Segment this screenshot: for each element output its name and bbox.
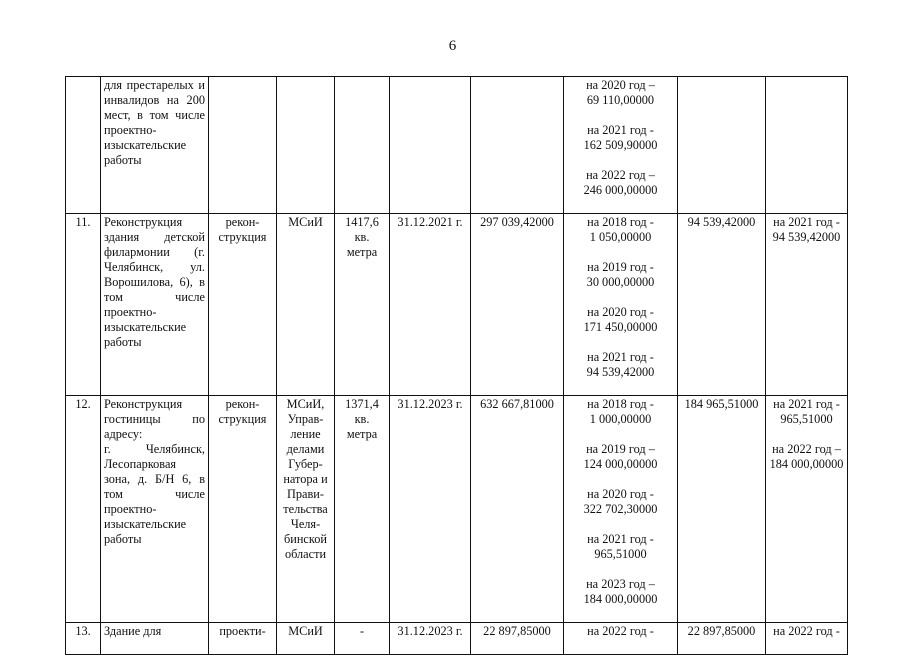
customer-line: бинской [284, 532, 327, 546]
cell-number [66, 77, 101, 214]
funding-entry-line: на 2018 год - [587, 215, 654, 229]
capacity-line: 1371,4 [345, 397, 379, 411]
cell-number: 13. [66, 623, 101, 655]
planned-entry [769, 442, 844, 472]
cell-deadline: 31.12.2023 г. [390, 623, 471, 655]
customer-line: Управ- [287, 412, 324, 426]
funding-entry-line: на 2018 год - [587, 397, 654, 411]
funding-entry-line: 162 509,90000 [583, 138, 658, 152]
cell-estimated-cost: 297 039,42000 [471, 214, 564, 396]
work-type-line: рекон- [225, 215, 260, 229]
cell-work-type [209, 396, 277, 623]
funding-entry-line: 30 000,00000 [586, 275, 655, 289]
funding-entry-line: на 2021 год - [587, 532, 654, 546]
cell-funding-by-year [564, 396, 678, 623]
funding-entry-line: 124 000,00000 [583, 457, 658, 471]
customer-line: делами [286, 442, 325, 456]
funding-entry-line: 965,51000 [594, 547, 647, 561]
work-type-line: струкция [218, 230, 267, 244]
cell-capacity [335, 77, 390, 214]
cell-funding-by-year [564, 214, 678, 396]
cell-estimated-cost: 632 667,81000 [471, 396, 564, 623]
funding-entry [567, 123, 674, 153]
table-row [66, 77, 848, 214]
funding-entry-line: 246 000,00000 [583, 183, 658, 197]
customer-line: ление [290, 427, 321, 441]
cell-deadline: 31.12.2023 г. [390, 396, 471, 623]
funding-entry-line: на 2020 год – [586, 78, 655, 92]
cell-estimated-cost: 22 897,85000 [471, 623, 564, 655]
capacity-line: метра [346, 427, 378, 441]
funding-entry-line: на 2021 год - [587, 123, 654, 137]
planned-entry-line: 965,51000 [780, 412, 833, 426]
cell-deadline [390, 77, 471, 214]
customer-line: МСиИ, [286, 397, 325, 411]
funding-entry [567, 78, 674, 108]
funding-entry-line: на 2022 год – [586, 168, 655, 182]
cell-planned-funding [766, 214, 848, 396]
cell-remaining-cost: 22 897,85000 [678, 623, 766, 655]
cell-remaining-cost [678, 77, 766, 214]
cell-capacity [335, 214, 390, 396]
planned-entry [769, 397, 844, 427]
customer-line: МСиИ [288, 215, 323, 229]
table-row [66, 214, 848, 396]
table-row [66, 623, 848, 655]
customer-line: Прави- [287, 487, 324, 501]
object-name-text: для престарелых и инвалидов на 200 мест, в том числе проектно-изыскательские работы [104, 78, 205, 167]
funding-entry-line: 69 110,00000 [586, 93, 655, 107]
planned-entry-line: на 2021 год - [773, 215, 840, 229]
funding-entry-line: на 2023 год – [586, 577, 655, 591]
customer-line: тельства [283, 502, 328, 516]
cell-object-name [101, 214, 209, 396]
customer-line: МСиИ [288, 624, 323, 638]
customer-line: Губер- [288, 457, 323, 471]
work-type-line: рекон- [225, 397, 260, 411]
cell-customer [277, 396, 335, 623]
cell-work-type [209, 77, 277, 214]
funding-entry [567, 577, 674, 607]
funding-entry-line: 1 000,00000 [589, 412, 652, 426]
funding-entry-line: 322 702,30000 [583, 502, 658, 516]
funding-entry-line: 94 539,42000 [586, 365, 655, 379]
planned-entry [769, 624, 844, 639]
funding-entry [567, 350, 674, 380]
funding-entry [567, 305, 674, 335]
funding-entry-line: 184 000,00000 [583, 592, 658, 606]
funding-entry [567, 215, 674, 245]
planned-entry [769, 215, 844, 245]
planned-entry-line: 94 539,42000 [772, 230, 841, 244]
cell-number: 12. [66, 396, 101, 623]
object-name-text: г. Челябинск, Лесопарковая зона, д. Б/Н 6, в том числе проектно-изыскательские работы [104, 442, 205, 546]
cell-object-name [101, 623, 209, 655]
cell-estimated-cost [471, 77, 564, 214]
funding-entry-line: на 2019 год – [586, 442, 655, 456]
funding-entry-line: на 2020 год - [587, 305, 654, 319]
cell-customer [277, 77, 335, 214]
funding-entry [567, 168, 674, 198]
cell-funding-by-year [564, 77, 678, 214]
cell-remaining-cost: 94 539,42000 [678, 214, 766, 396]
funding-entry [567, 624, 674, 639]
funding-entry-line: 1 050,00000 [589, 230, 652, 244]
cell-deadline: 31.12.2021 г. [390, 214, 471, 396]
funding-entry-line: на 2021 год - [587, 350, 654, 364]
page-number: 6 [448, 38, 457, 54]
cell-object-name [101, 77, 209, 214]
table-body [66, 77, 848, 655]
table-row [66, 396, 848, 623]
funding-entry [567, 487, 674, 517]
cell-funding-by-year [564, 623, 678, 655]
cell-planned-funding [766, 623, 848, 655]
cell-number: 11. [66, 214, 101, 396]
capacity-line: метра [346, 245, 378, 259]
planned-entry-line: на 2021 год - [773, 397, 840, 411]
capacity-line: кв. [354, 230, 370, 244]
funding-entry-line: на 2022 год - [587, 624, 654, 638]
planned-entry-line: 184 000,00000 [769, 457, 844, 471]
customer-line: Челя- [290, 517, 321, 531]
customer-line: натора и [283, 472, 328, 486]
cell-customer [277, 623, 335, 655]
capacity-line: 1417,6 [345, 215, 379, 229]
cell-object-name [101, 396, 209, 623]
cell-work-type [209, 623, 277, 655]
capacity-line: - [359, 624, 365, 638]
customer-line: области [284, 547, 327, 561]
cell-customer [277, 214, 335, 396]
cell-planned-funding [766, 396, 848, 623]
cell-work-type [209, 214, 277, 396]
object-name-text: Здание для [104, 624, 162, 638]
cell-capacity [335, 396, 390, 623]
funding-entry-line: 171 450,00000 [583, 320, 658, 334]
planned-entry-line: на 2022 год – [772, 442, 841, 456]
funding-entry-line: на 2020 год - [587, 487, 654, 501]
planned-entry-line: на 2022 год - [773, 624, 840, 638]
object-name-text: Реконструкция здания детской филармонии (г. Челябинск, ул. Ворошилова, 6), в том числе проектно-изыскательские работы [104, 215, 205, 349]
work-type-line: проекти- [219, 624, 266, 638]
funding-entry [567, 532, 674, 562]
funding-entry [567, 397, 674, 427]
work-type-line: струкция [218, 412, 267, 426]
cell-planned-funding [766, 77, 848, 214]
funding-entry-line: на 2019 год - [587, 260, 654, 274]
capacity-line: кв. [354, 412, 370, 426]
cell-capacity [335, 623, 390, 655]
funding-entry [567, 442, 674, 472]
cell-remaining-cost: 184 965,51000 [678, 396, 766, 623]
object-name-text: Реконструкция гостиницы по адресу: [104, 397, 205, 441]
objects-table [65, 76, 848, 655]
funding-entry [567, 260, 674, 290]
